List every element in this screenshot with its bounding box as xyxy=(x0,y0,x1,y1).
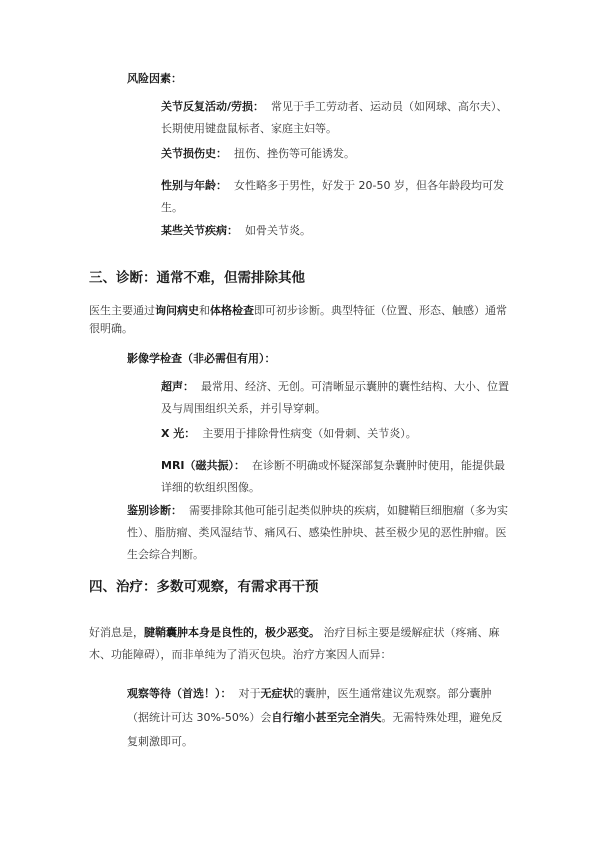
risk-heading: 风险因素： xyxy=(127,72,182,85)
risk-item-term: 某些关节疾病： xyxy=(161,224,238,237)
imaging-desc: 主要用于排除骨性病变（如骨刺、关节炎）。 xyxy=(202,427,417,440)
emphasis-benign: 腱鞘囊肿本身是良性的，极少恶变。 xyxy=(144,626,320,639)
section-title-treatment: 四、治疗：多数可观察，有需求再干预 xyxy=(89,579,319,595)
imaging-term: MRI（磁共振）： xyxy=(161,459,246,472)
text-run: 治疗目标主要是缓解症状（疼痛、麻木、功能障碍），而非单纯为了消灭包块。治疗方案因人而异： xyxy=(89,626,500,661)
risk-item-2 xyxy=(161,143,513,165)
observe-term: 观察等待（首选！）： xyxy=(127,687,232,700)
risk-item-term: 关节损伤史： xyxy=(161,147,227,160)
emphasis-exam: 体格检查 xyxy=(210,304,254,317)
risk-item-desc: 女性略多于男性，好发于 20-50 岁，但各年龄段均可发生。 xyxy=(161,179,504,214)
imaging-desc: 最常用、经济、无创。可清晰显示囊肿的囊性结构、大小、位置及与周围组织关系，并引导穿刺。 xyxy=(161,380,509,415)
text-run: 和 xyxy=(199,304,210,317)
risk-item-term: 关节反复活动/劳损： xyxy=(161,100,265,113)
text-run: 。无需特殊处理，避免反复刺激即可。 xyxy=(127,711,503,748)
diagnosis-intro xyxy=(89,302,513,338)
text-run: 医生主要通过 xyxy=(89,304,155,317)
imaging-heading: 影像学检查（非必需但有用）： xyxy=(127,352,276,365)
risk-item-3 xyxy=(161,175,513,219)
differential-term: 鉴别诊断： xyxy=(127,504,182,517)
risk-item-4 xyxy=(161,220,513,242)
emphasis-history: 询问病史 xyxy=(155,304,199,317)
risk-item-desc: 如骨关节炎。 xyxy=(245,224,311,237)
risk-item-1 xyxy=(161,96,513,140)
imaging-desc: 在诊断不明确或怀疑深部复杂囊肿时使用，能提供最详细的软组织图像。 xyxy=(161,459,506,494)
section-title-diagnosis: 三、诊断：通常不难，但需排除其他 xyxy=(89,270,305,286)
treatment-intro xyxy=(89,622,513,666)
differential-diagnosis xyxy=(127,500,513,566)
text-run: 即可初步诊断。典型特征（位置、形态、触感）通常很明确。 xyxy=(89,304,507,335)
imaging-item-1 xyxy=(161,376,513,420)
imaging-item-3 xyxy=(161,455,513,499)
imaging-term: X 光： xyxy=(161,427,196,440)
emphasis-asymptomatic: 无症状 xyxy=(260,687,294,700)
text-run: 对于 xyxy=(238,687,261,700)
treatment-observe xyxy=(127,682,513,754)
imaging-item-2 xyxy=(161,423,513,445)
text-run: 的囊肿，医生通常建议先观察。部分囊肿（据统计可达 30%-50%）会 xyxy=(127,687,492,724)
text-run: 好消息是， xyxy=(89,626,144,639)
emphasis-regress: 自行缩小甚至完全消失 xyxy=(271,711,382,724)
risk-item-desc: 扭伤、挫伤等可能诱发。 xyxy=(234,147,355,160)
risk-item-desc: 常见于手工劳动者、运动员（如网球、高尔夫）、长期使用键盘鼠标者、家庭主妇等。 xyxy=(161,100,508,135)
risk-item-term: 性别与年龄： xyxy=(161,179,227,192)
imaging-term: 超声： xyxy=(161,380,194,393)
differential-desc: 需要排除其他可能引起类似肿块的疾病，如腱鞘巨细胞瘤（多为实性）、脂肪瘤、类风湿结节、痛风石、感染性肿块、甚至极少见的恶性肿瘤。医生会综合判断。 xyxy=(127,504,508,561)
